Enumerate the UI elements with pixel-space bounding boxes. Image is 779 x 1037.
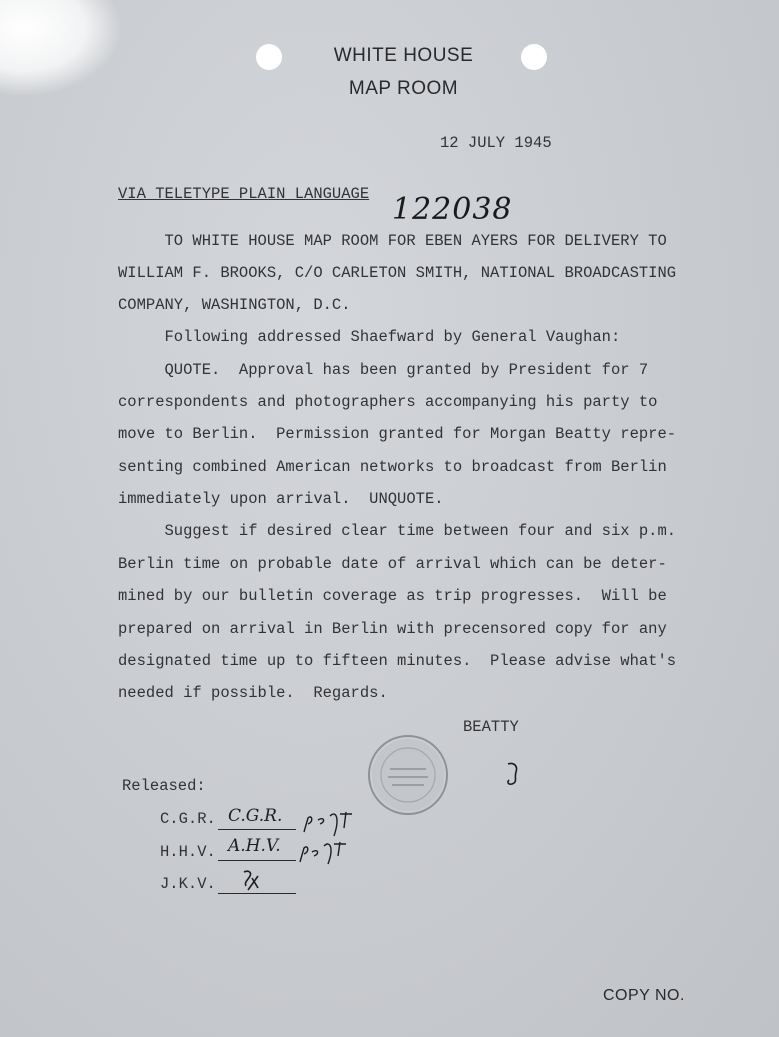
transmission-method: VIA TELETYPE PLAIN LANGUAGE bbox=[118, 185, 370, 203]
header-map-room: MAP ROOM bbox=[348, 78, 459, 99]
released-code-3: J.K.V. bbox=[160, 875, 216, 893]
copy-number-label: COPY NO. bbox=[603, 987, 685, 1004]
body-line: Berlin time on probable date of arrival which can be deter- bbox=[118, 555, 667, 573]
body-line: designated time up to fifteen minutes. Please advise what's bbox=[118, 652, 677, 670]
body-line: Suggest if desired clear time between four and six p.m. bbox=[118, 522, 677, 540]
body-line: correspondents and photographers accompanying his party to bbox=[118, 393, 658, 411]
body-line: mined by our bulletin coverage as trip progresses. Will be bbox=[118, 587, 667, 605]
header-white-house: WHITE HOUSE bbox=[333, 45, 474, 66]
signature-line-1 bbox=[218, 829, 296, 830]
released-code-1: C.G.R. bbox=[160, 810, 216, 828]
handwritten-per-mark-icon bbox=[296, 838, 356, 870]
signature-line-2 bbox=[218, 860, 296, 861]
released-initials-2: A.H.V. bbox=[228, 836, 281, 856]
body-line: Following addressed Shaefward by General Vaughan: bbox=[118, 328, 621, 346]
handwritten-per-mark-icon bbox=[300, 808, 360, 840]
body-line: prepared on arrival in Berlin with precensored copy for any bbox=[118, 620, 667, 638]
body-line: immediately upon arrival. UNQUOTE. bbox=[118, 490, 444, 508]
library-stamp-icon bbox=[366, 733, 450, 817]
released-label: Released: bbox=[122, 777, 206, 795]
handwritten-initials-jkv-icon bbox=[238, 868, 266, 894]
body-line: WILLIAM F. BROOKS, C/O CARLETON SMITH, NATIONAL BROADCASTING bbox=[118, 264, 677, 282]
body-line: move to Berlin. Permission granted for Morgan Beatty repre- bbox=[118, 425, 677, 443]
body-line: COMPANY, WASHINGTON, D.C. bbox=[118, 296, 351, 314]
body-line: senting combined American networks to broadcast from Berlin bbox=[118, 458, 667, 476]
document-date: 12 JULY 1945 bbox=[440, 134, 552, 152]
handwritten-message-number: 122038 bbox=[392, 192, 513, 227]
body-line: QUOTE. Approval has been granted by President for 7 bbox=[118, 361, 649, 379]
released-initials-1: C.G.R. bbox=[228, 806, 283, 826]
signature-beatty: BEATTY bbox=[463, 718, 519, 736]
body-line: TO WHITE HOUSE MAP ROOM FOR EBEN AYERS FOR DELIVERY TO bbox=[118, 232, 667, 250]
body-line: needed if possible. Regards. bbox=[118, 684, 388, 702]
released-code-2: H.H.V. bbox=[160, 843, 216, 861]
handwritten-mark-icon bbox=[504, 760, 522, 786]
